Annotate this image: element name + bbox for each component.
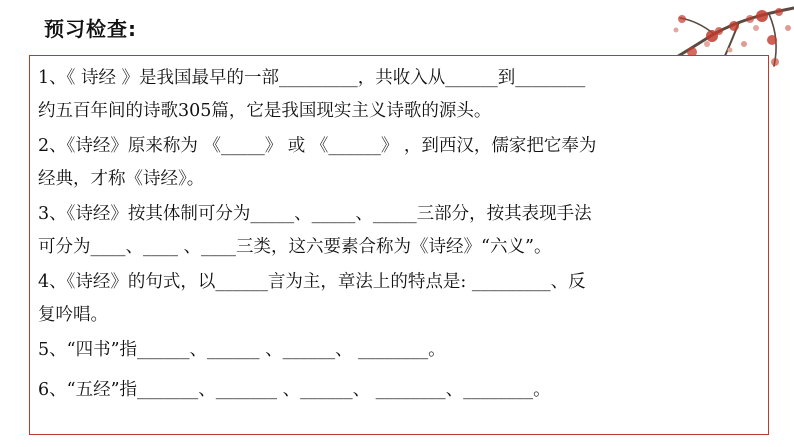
question-line: 4、《诗经》的句式，以______言为主，章法上的特点是: _________、反 — [38, 272, 586, 292]
question-line: 1、《 诗经 》是我国最早的一部_________，共收入从______到________ — [38, 68, 586, 88]
question-item — [38, 334, 758, 367]
question-item — [38, 62, 758, 128]
question-item — [38, 198, 758, 264]
question-box — [29, 55, 769, 435]
question-line: 3、《诗经》按其体制可分为_____、_____、_____三部分，按其表现手法 — [38, 204, 592, 224]
question-item — [38, 130, 758, 196]
question-line: 可分为____、____ 、____三类，这六要素合称为《诗经》“六义”。 — [38, 237, 552, 257]
question-line: 经典，才称《诗经》。 — [38, 169, 205, 189]
question-line: 约五百年间的诗歌305篇，它是我国现实主义诗歌的源头。 — [38, 101, 492, 121]
question-item — [38, 266, 758, 332]
page-title: 预习检查: — [44, 17, 137, 41]
question-list — [38, 62, 758, 409]
question-line: 2、《诗经》原来称为 《_____》 或 《______》 ，到西汉，儒家把它奉为 — [38, 136, 597, 156]
question-item — [38, 374, 758, 407]
question-line: 复吟唱。 — [38, 305, 108, 325]
question-line: 6、“五经”指_______、_______ 、______、 ________、________。 — [38, 380, 551, 400]
question-line: 5、“四书”指______、______ 、______、 ________。 — [38, 340, 446, 360]
